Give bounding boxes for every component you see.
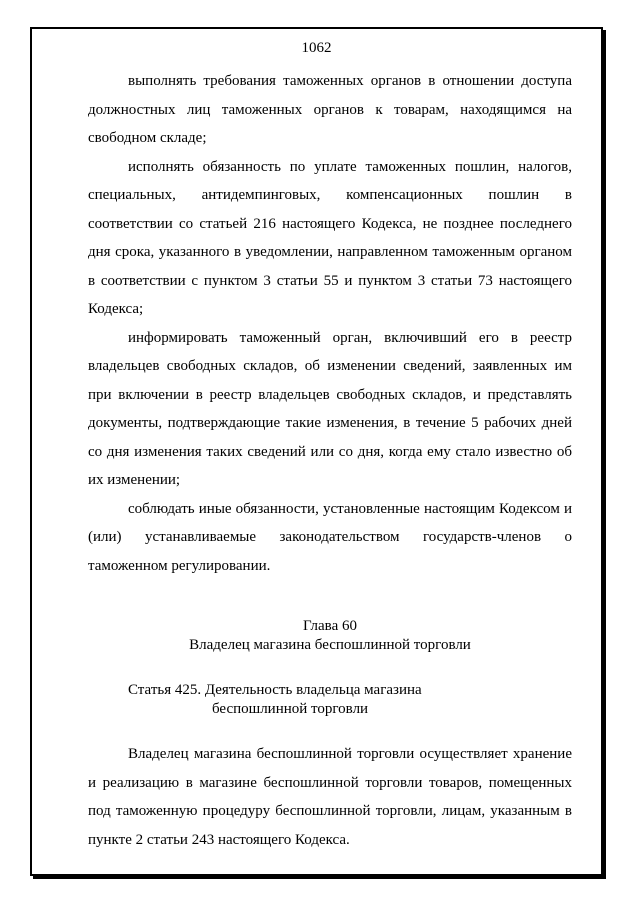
page-frame [30,27,603,876]
paragraph: соблюдать иные обязанности, установленные настоящим Кодексом и (или) устанавливаемые законодательством государств-членов о таможенном регулировании. [88,500,572,574]
document-body [88,67,572,854]
article-body: Владелец магазина беспошлинной торговли осуществляет хранение и реализацию в магазине беспошлинной торговли товаров, помещенных под таможенную процедуру беспошлинной торговли, лицам, указанным в пункте 2 статьи 243 настоящего Кодекса. [88,746,572,848]
paragraph: исполнять обязанность по уплате таможенных пошлин, налогов, специальных, антидемпинговых, компенсационных пошлин в соответствии со статьей 216 настоящего Кодекса, не позднее последнего дня срока, указанного в уведомлении, направленном таможенным органом в соответствии с пунктом 3 статьи 55 и пунктом 3 статьи 73 настоящего Кодекса; [88,158,572,317]
article-title-line-2: беспошлинной торговли [212,701,369,717]
article-heading [88,681,572,719]
chapter-number: Глава 60 [303,618,357,634]
chapter-title: Владелец магазина беспошлинной торговли [189,637,471,653]
article-title-line-1: Статья 425. Деятельность владельца магазина [128,682,422,698]
chapter-heading [88,617,572,655]
page-number: 1062 [301,40,332,56]
paragraph: выполнять требования таможенных органов в отношении доступа должностных лиц таможенных органов к товарам, находящимся на свободном складе; [88,73,572,146]
paragraph: информировать таможенный орган, включивший его в реестр владельцев свободных складов, об изменении сведений, заявленных им при включении в реестр владельцев свободных складов, и представлять документы, подтверждающие такие изменения, в течение 5 рабочих дней со дня изменения таких сведений или со дня, когда ему стало известно об их изменении; [88,329,572,488]
